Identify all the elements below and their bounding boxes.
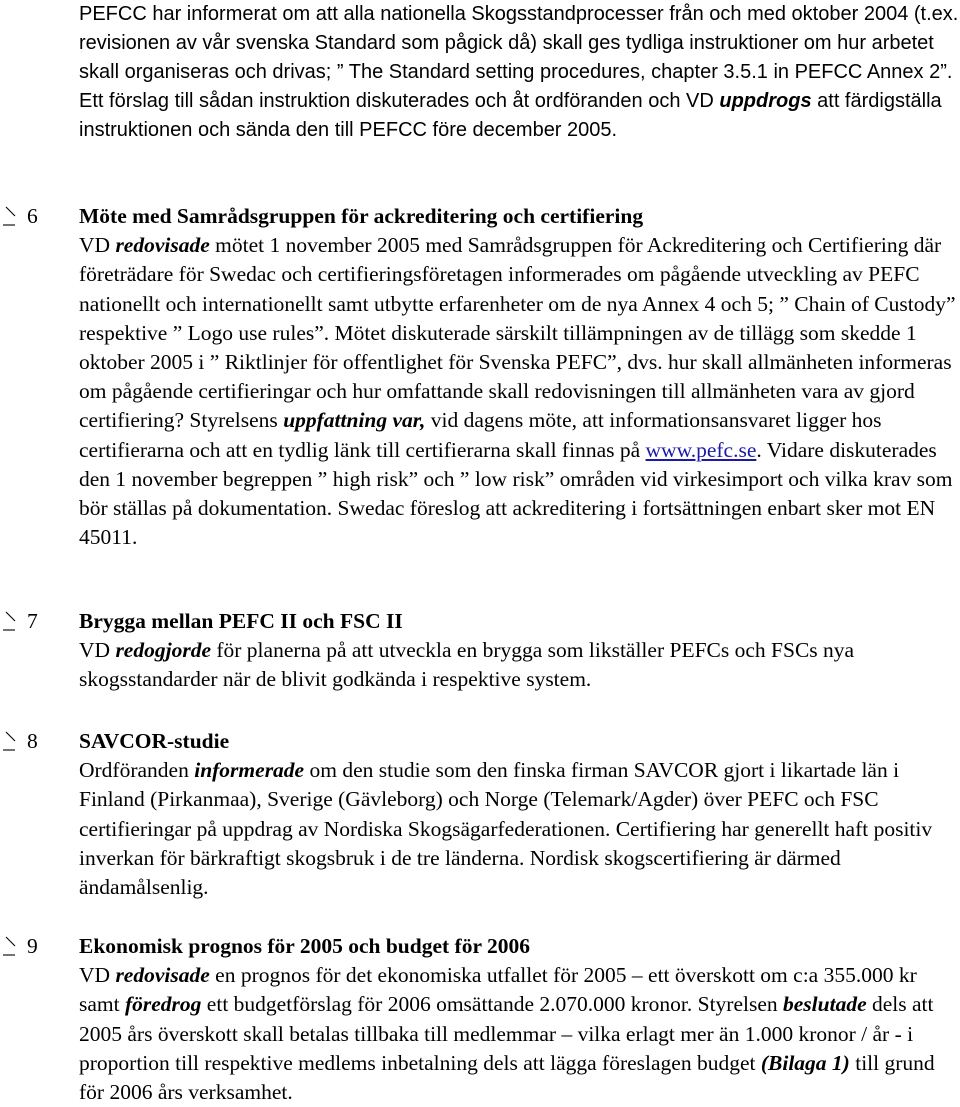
- intro-emphasis: uppdrogs: [719, 90, 812, 112]
- body-emphasis: redovisade: [115, 233, 210, 258]
- item-body: [79, 231, 957, 552]
- item-number: 7: [27, 609, 38, 633]
- item-heading: SAVCOR-studie: [79, 729, 230, 753]
- body-text: . Vidare diskuterades den 1 november begreppen ” high risk” och ” low risk” områden vid virkesimport och vilka krav som bör ställas på dokumentation. Swedac föreslog att ackreditering i fortsättningen enbart sker mot EN 45011.: [79, 437, 953, 550]
- pefc-link[interactable]: www.pefc.se: [645, 437, 757, 462]
- item-body: [79, 961, 957, 1107]
- paragraph-mark-icon: [2, 611, 16, 631]
- intro-text-1: PEFCC har informerat om att alla nationella Skogsstandprocesser från och med oktober 2004 (t.ex. revisionen av vår svenska Standard som pågick då) skall ges tydliga instruktioner om hur arbetet skall organiseras och drivas; ” The Standard setting procedures, chapter 3.5.1 in PEFCC Annex 2”. Ett förslag till sådan instruktion diskuterades och åt ordföranden och VD: [79, 3, 959, 112]
- body-text: dels att 2005 års överskott skall betalas tillbaka till medlemmar – vilka erlagt mer än 1.000 kronor / år - i proportion till respektive medlems inbetalning dels att lägga föreslagen budget: [79, 992, 934, 1075]
- item-paragraph: [79, 231, 957, 552]
- item-heading: Brygga mellan PEFC II och FSC II: [79, 609, 403, 633]
- body-text: VD: [79, 233, 116, 258]
- body-text: för planerna på att utveckla en brygga som likställer PEFCs och FSCs nya skogsstandarder när de blivit godkända i respektive system.: [79, 638, 855, 692]
- item-heading: Ekonomisk prognos för 2005 och budget för 2006: [79, 934, 530, 958]
- item-paragraph: [79, 756, 957, 902]
- body-text: VD: [79, 638, 116, 663]
- item-heading: Möte med Samrådsgruppen för ackreditering och certifiering: [79, 204, 644, 228]
- item-number: 6: [27, 204, 38, 228]
- item-number: 9: [27, 934, 38, 958]
- intro-section: [79, 0, 959, 145]
- paragraph-mark-icon: [2, 731, 16, 751]
- body-emphasis: uppfattning var,: [283, 408, 426, 433]
- paragraph-mark-icon: [2, 936, 16, 956]
- body-text: vid dagens möte, att informationsansvaret ligger hos certifierarna och att en tydlig länk till certifierarna skall finnas på: [79, 408, 882, 462]
- body-text: ett budgetförslag för 2006 omsättande 2.070.000 kronor. Styrelsen: [201, 992, 784, 1017]
- intro-text-2: att färdigställa instruktionen och sända den till PEFCC före december 2005.: [79, 90, 942, 141]
- item-paragraph: [79, 636, 957, 694]
- paragraph-mark-icon: [2, 206, 16, 226]
- item-paragraph: [79, 961, 957, 1107]
- body-emphasis: redovisade: [115, 963, 210, 988]
- body-emphasis: redogjorde: [115, 638, 211, 663]
- body-text: till grund för 2006 års verksamhet.: [79, 1050, 935, 1104]
- item-number: 8: [27, 729, 38, 753]
- body-text: Ordföranden: [79, 758, 195, 783]
- intro-paragraph: [79, 0, 959, 145]
- body-text: VD: [79, 963, 116, 988]
- body-emphasis: informerade: [194, 758, 305, 783]
- body-text: mötet 1 november 2005 med Samrådsgruppen för Ackreditering och Certifiering där företrädare för Swedac och certifieringsföretagen informerades om pågående utveckling av PEFC nationellt och internationellt samt utbytte erfarenheter om de nya Annex 4 och 5; ” Chain of Custody” respektive ” Logo use rules”. Mötet diskuterade särskilt tillämpningen av de tillägg som skedde 1 oktober 2005 i ” Riktlinjer för offentlighet för Svenska PEFC”, dvs. hur skall allmänheten informeras om pågående certifieringar och hur omfattande skall redovisningen till allmänheten vara av gjord certifiering? Styrelsens: [79, 233, 956, 433]
- body-text: en prognos för det ekonomiska utfallet för 2005 – ett överskott om c:a 355.000 kr samt: [79, 963, 917, 1017]
- body-emphasis: föredrog: [124, 992, 202, 1017]
- body-text: om den studie som den finska firman SAVCOR gjort i likartade län i Finland (Pirkanmaa), Sverige (Gävleborg) och Norge (Telemark/Agder) över PEFC och FSC certifieringar på uppdrag av Nordiska Skogsägarfederationen. Certifiering har generellt haft positiv inverkan för bärkraftigt skogsbruk i de tre länderna. Nordisk skogscertifiering är därmed ändamålsenlig.: [79, 758, 933, 899]
- item-body: [79, 756, 957, 902]
- body-emphasis: beslutade: [783, 992, 867, 1017]
- item-body: [79, 636, 957, 694]
- body-emphasis: (Bilaga 1): [760, 1050, 850, 1075]
